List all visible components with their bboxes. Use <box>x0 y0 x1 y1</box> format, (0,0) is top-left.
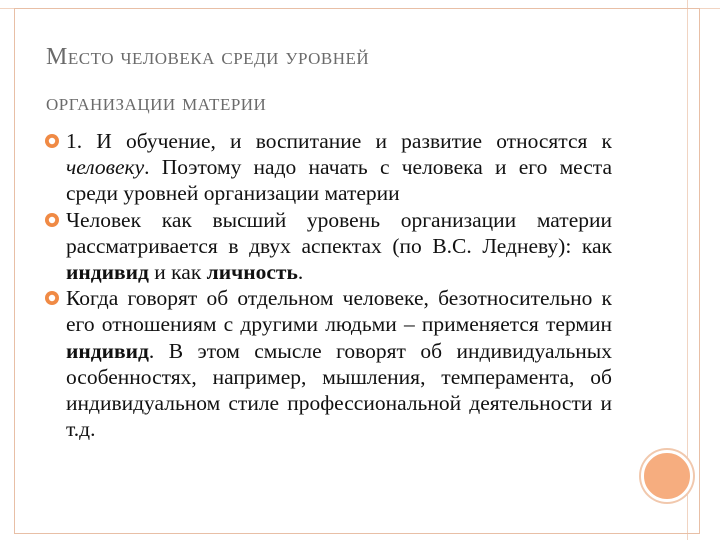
title-line-1: Место человека среди уровней <box>46 44 370 70</box>
bullet-2-text-c: . <box>297 260 304 285</box>
sun-bullet-icon <box>44 290 60 306</box>
bullet-3-text-b: . В этом смысле говорят об индивидуальных особенностях, например, мышления, темперамента, об индивидуальном стиле профессиональной деятельности и т.д. <box>66 338 612 442</box>
slide-content <box>46 128 612 442</box>
slide-title <box>46 34 646 126</box>
bullet-item-1 <box>46 128 612 207</box>
bullet-item-2 <box>46 207 612 286</box>
bullet-2-bold-individ: индивид <box>66 260 149 285</box>
bullet-1-text-a: 1. И обучение, и воспитание и развитие относятся к <box>66 129 612 153</box>
bullet-2-text-b: и как <box>148 260 207 285</box>
bullet-3-text-a: Когда говорят об отдельном человеке, безотносительно к его отношениям с другими людьми – применяется термин <box>66 286 612 337</box>
bullet-1-text-b: . Поэтому надо начать с человека и его места среди уровней организации материи <box>66 155 612 206</box>
bullet-2-text-a: Человек как высший уровень организации материи рассматривается в двух аспектах (по В.С. Ледневу): как <box>66 207 612 258</box>
sun-bullet-icon <box>44 212 60 228</box>
decorative-circle <box>641 450 693 502</box>
bullet-3-bold-individ: индивид <box>66 338 149 363</box>
sun-bullet-icon <box>44 133 60 149</box>
bullet-2-bold-lichnost: личность <box>206 260 298 285</box>
bullet-1-text-italic: человеку <box>66 155 145 180</box>
title-line-2: организации материи <box>46 90 267 116</box>
bullet-item-3 <box>46 285 612 442</box>
